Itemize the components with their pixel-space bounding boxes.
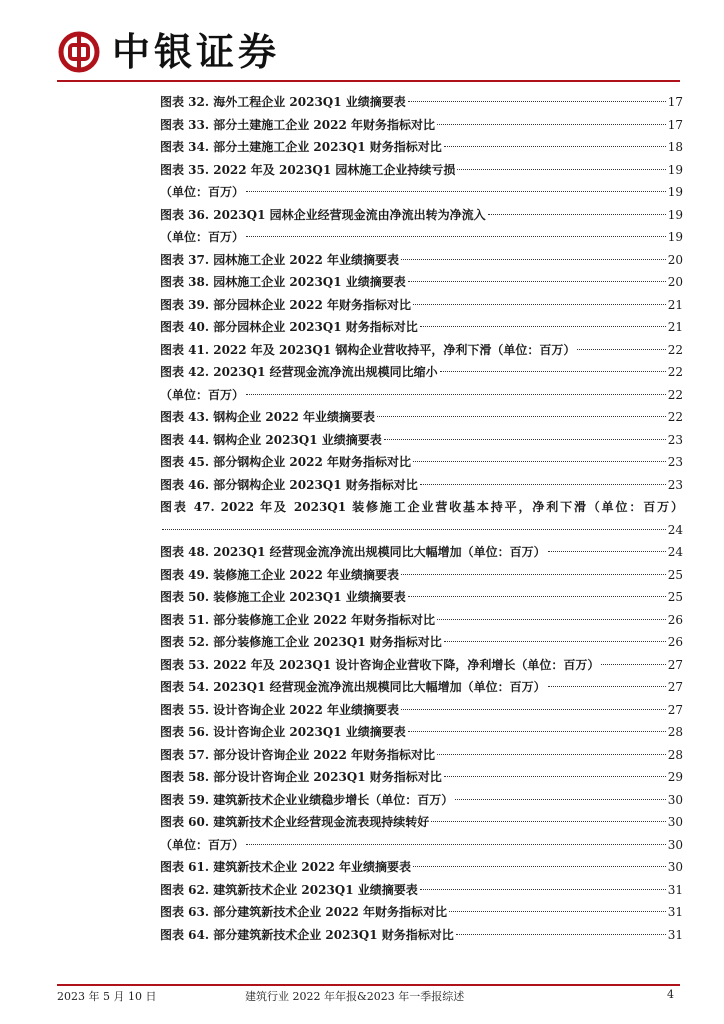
toc-entry-title: 图表 62. 建筑新技术企业 2023Q1 业绩摘要表 [160, 882, 418, 897]
toc-entry-page: 25 [667, 567, 683, 582]
toc-entry-page: 18 [667, 140, 683, 154]
toc-entry-page: 31 [667, 927, 683, 942]
toc-entry-page: 24 [667, 545, 683, 559]
toc-entry-page: 23 [667, 455, 683, 469]
toc-leader-dots [456, 934, 666, 935]
toc-entry[interactable] [160, 496, 683, 519]
toc-entry-page: 20 [667, 252, 683, 267]
toc-entry-page: 25 [667, 590, 683, 604]
toc-entry[interactable] [160, 654, 683, 677]
toc-leader-dots [577, 349, 665, 350]
toc-entry-title: 图表 48. 2023Q1 经营现金流净流出规模同比大幅增加（单位：百万） [160, 545, 546, 559]
toc-entry-page: 21 [667, 297, 683, 312]
toc-leader-dots [455, 799, 665, 800]
toc-entry[interactable] [160, 91, 683, 114]
toc-entry-page: 23 [667, 477, 683, 492]
toc-entry-page: 28 [667, 725, 683, 739]
toc-leader-dots [601, 664, 665, 665]
toc-leader-dots [488, 214, 666, 215]
toc-entry-title: （单位：百万） [160, 837, 245, 852]
toc-entry[interactable] [160, 541, 683, 564]
toc-entry-title: 图表 35. 2022 年及 2023Q1 园林施工企业持续亏损 [160, 162, 456, 177]
toc-entry-page: 24 [667, 522, 683, 537]
toc-entry-page: 29 [667, 770, 683, 784]
toc-leader-dots [162, 529, 666, 530]
toc-entry-page: 23 [667, 432, 683, 447]
toc-entry-title: 图表 45. 部分钢构企业 2022 年财务指标对比 [160, 455, 411, 469]
toc-entry[interactable] [160, 114, 683, 137]
toc-entry-title: 图表 40. 部分园林企业 2023Q1 财务指标对比 [160, 320, 418, 334]
toc-entry-page: 26 [667, 612, 683, 627]
toc-leader-dots [420, 484, 666, 485]
toc-entry-page: 19 [667, 162, 683, 177]
toc-entry-title: 图表 46. 部分钢构企业 2023Q1 财务指标对比 [160, 477, 418, 492]
toc-entry[interactable] [160, 834, 683, 857]
toc-entry-title: 图表 54. 2023Q1 经营现金流净流出规模同比大幅增加（单位：百万） [160, 680, 546, 694]
toc-entry[interactable] [160, 181, 683, 204]
toc-entry[interactable] [160, 676, 683, 699]
toc-entry-title: 图表 61. 建筑新技术企业 2022 年业绩摘要表 [160, 860, 411, 874]
toc-entry[interactable] [160, 406, 683, 429]
toc-leader-dots [413, 304, 666, 305]
toc-entry-title: 图表 41. 2022 年及 2023Q1 钢构企业营收持平，净利下滑（单位：百万） [160, 342, 576, 357]
brand-name: 中银证券 [112, 30, 281, 74]
header-divider [57, 80, 680, 82]
toc-entry-title: （单位：百万） [160, 230, 245, 244]
toc-entry-title: 图表 43. 钢构企业 2022 年业绩摘要表 [160, 410, 375, 424]
toc-entry-title: 图表 36. 2023Q1 园林企业经营现金流由净流出转为净流入 [160, 207, 486, 222]
toc-entry[interactable] [160, 766, 683, 789]
toc-entry[interactable] [160, 609, 683, 632]
toc-entry[interactable] [160, 249, 683, 272]
toc-leader-dots [440, 371, 666, 372]
toc-entry-title: 图表 50. 装修施工企业 2023Q1 业绩摘要表 [160, 590, 406, 604]
header-logo [58, 30, 280, 74]
toc-entry-title: 图表 42. 2023Q1 经营现金流净流出规模同比缩小 [160, 365, 438, 379]
toc-leader-dots [246, 236, 666, 237]
toc-entry[interactable] [160, 924, 683, 947]
toc-entry-title: 图表 47. 2022 年及 2023Q1 装修施工企业营收基本持平，净利下滑（单位：百万） [160, 500, 683, 514]
toc-leader-dots [401, 259, 666, 260]
toc-entry-title: 图表 37. 园林施工企业 2022 年业绩摘要表 [160, 252, 399, 267]
toc-leader-dots [548, 551, 666, 552]
toc-leader-dots [246, 394, 666, 395]
footer-divider [57, 984, 680, 986]
toc-entry-page: 30 [667, 815, 683, 829]
toc-entry[interactable] [160, 564, 683, 587]
toc-entry-title: 图表 56. 设计咨询企业 2023Q1 业绩摘要表 [160, 725, 406, 739]
toc-entry[interactable] [160, 721, 683, 744]
toc-entry[interactable] [160, 474, 683, 497]
toc-entry-page: 22 [667, 342, 683, 357]
toc-entry[interactable] [160, 451, 683, 474]
toc-leader-dots [408, 731, 666, 732]
toc-entry-title: （单位：百万） [160, 387, 245, 402]
toc-entry[interactable] [160, 699, 683, 722]
toc-entry[interactable] [160, 159, 683, 182]
toc-leader-dots [384, 439, 666, 440]
toc-entry-page: 30 [667, 792, 683, 807]
footer-date: 2023 年 5 月 10 日 [57, 990, 157, 1003]
toc-entry-title: 图表 44. 钢构企业 2023Q1 业绩摘要表 [160, 432, 382, 447]
toc-leader-dots [413, 461, 666, 462]
toc-entry-page: 31 [667, 882, 683, 897]
toc-leader-dots [401, 574, 666, 575]
toc-entry-title: 图表 64. 部分建筑新技术企业 2023Q1 财务指标对比 [160, 927, 454, 942]
toc-entry-title: 图表 39. 部分园林企业 2022 年财务指标对比 [160, 297, 411, 312]
toc-entry[interactable] [160, 316, 683, 339]
toc-entry-title: 图表 34. 部分土建施工企业 2023Q1 财务指标对比 [160, 140, 442, 154]
toc-entry-title: 图表 55. 设计咨询企业 2022 年业绩摘要表 [160, 702, 399, 717]
toc-entry-title: 图表 49. 装修施工企业 2022 年业绩摘要表 [160, 567, 399, 582]
toc-entry[interactable] [160, 204, 683, 227]
toc-leader-dots [444, 776, 666, 777]
toc-entry[interactable] [160, 811, 683, 834]
toc-leader-dots [444, 641, 666, 642]
toc-leader-dots [401, 709, 666, 710]
toc-entry-title: 图表 63. 部分建筑新技术企业 2022 年财务指标对比 [160, 905, 447, 919]
toc-entry[interactable] [160, 631, 683, 654]
toc-entry[interactable] [160, 856, 683, 879]
toc-entry-page: 19 [667, 185, 683, 199]
toc-entry-page: 22 [667, 387, 683, 402]
toc-leader-dots [420, 326, 666, 327]
toc-entry-title: 图表 53. 2022 年及 2023Q1 设计咨询企业营收下降，净利增长（单位：百万） [160, 657, 600, 672]
toc-leader-dots [246, 191, 666, 192]
toc-leader-dots [408, 101, 666, 102]
toc-entry[interactable] [160, 271, 683, 294]
toc-entry-title: 图表 57. 部分设计咨询企业 2022 年财务指标对比 [160, 747, 435, 762]
toc-leader-dots [457, 169, 665, 170]
toc-entry-page: 17 [667, 95, 683, 109]
toc-entry-page: 19 [667, 230, 683, 244]
toc-leader-dots [444, 146, 666, 147]
toc-leader-dots [437, 124, 666, 125]
toc-entry-title: 图表 51. 部分装修施工企业 2022 年财务指标对比 [160, 612, 435, 627]
toc-entry[interactable] [160, 136, 683, 159]
toc-entry[interactable] [160, 519, 683, 542]
toc-leader-dots [420, 889, 666, 890]
toc-entry-page: 22 [667, 410, 683, 424]
toc-leader-dots [408, 596, 666, 597]
toc-entry-page: 30 [667, 860, 683, 874]
toc-leader-dots [413, 866, 666, 867]
toc-entry[interactable] [160, 339, 683, 362]
toc-leader-dots [377, 416, 666, 417]
toc-entry-page: 27 [667, 657, 683, 672]
toc-entry[interactable] [160, 789, 683, 812]
bank-of-china-logo-icon [58, 31, 100, 73]
toc-entry[interactable] [160, 384, 683, 407]
toc-entry[interactable] [160, 744, 683, 767]
table-of-figures [160, 91, 683, 946]
toc-leader-dots [437, 754, 666, 755]
toc-entry-title: 图表 33. 部分土建施工企业 2022 年财务指标对比 [160, 117, 435, 132]
toc-entry-title: 图表 52. 部分装修施工企业 2023Q1 财务指标对比 [160, 635, 442, 649]
toc-leader-dots [408, 281, 666, 282]
toc-entry-title: 图表 32. 海外工程企业 2023Q1 业绩摘要表 [160, 95, 406, 109]
toc-entry[interactable] [160, 294, 683, 317]
toc-entry-title: （单位：百万） [160, 185, 245, 199]
toc-leader-dots [431, 821, 665, 822]
toc-entry[interactable] [160, 361, 683, 384]
toc-entry-page: 20 [667, 275, 683, 289]
toc-entry-page: 27 [667, 680, 683, 694]
toc-entry[interactable] [160, 586, 683, 609]
toc-entry-page: 31 [667, 905, 683, 919]
toc-entry-page: 27 [667, 702, 683, 717]
toc-entry-page: 22 [667, 365, 683, 379]
toc-entry-title: 图表 38. 园林施工企业 2023Q1 业绩摘要表 [160, 275, 406, 289]
footer-page-number: 4 [667, 988, 674, 1001]
toc-entry-title: 图表 58. 部分设计咨询企业 2023Q1 财务指标对比 [160, 770, 442, 784]
toc-leader-dots [246, 844, 666, 845]
toc-entry-page: 17 [667, 117, 683, 132]
toc-entry-page: 19 [667, 207, 683, 222]
toc-entry[interactable] [160, 429, 683, 452]
toc-entry-page: 28 [667, 747, 683, 762]
toc-leader-dots [437, 619, 666, 620]
toc-leader-dots [449, 911, 666, 912]
toc-entry-page: 26 [667, 635, 683, 649]
toc-entry[interactable] [160, 226, 683, 249]
toc-entry-page: 21 [667, 320, 683, 334]
toc-leader-dots [548, 686, 666, 687]
toc-entry-title: 图表 60. 建筑新技术企业经营现金流表现持续转好 [160, 815, 430, 829]
toc-entry-title: 图表 59. 建筑新技术企业业绩稳步增长（单位：百万） [160, 792, 454, 807]
toc-entry-page: 30 [667, 837, 683, 852]
toc-entry[interactable] [160, 901, 683, 924]
toc-entry[interactable] [160, 879, 683, 902]
footer-report-title: 建筑行业 2022 年年报&2023 年一季报综述 [245, 990, 465, 1003]
